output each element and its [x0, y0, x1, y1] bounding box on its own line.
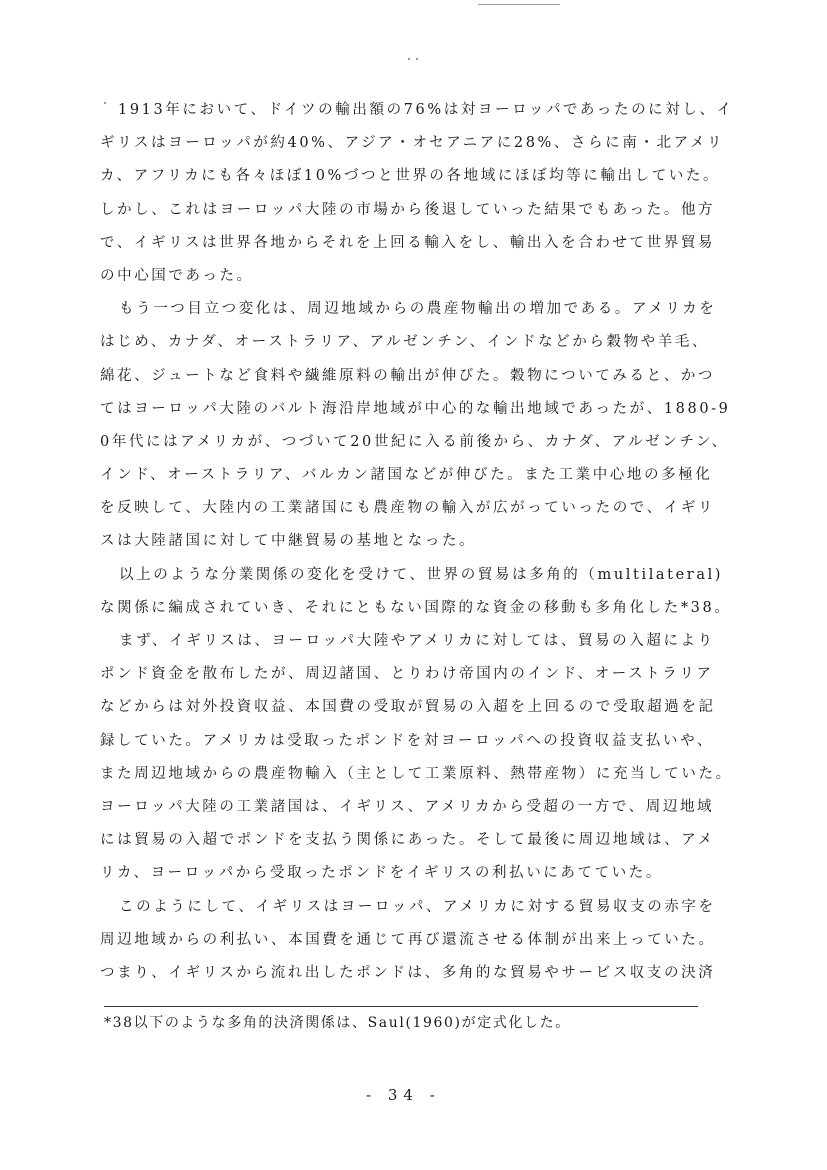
body-line: 以上のような分業関係の変化を受けて、世界の貿易は多角的（multilateral): [119, 566, 724, 583]
body-line: 録していた。アメリカは受取ったポンドを対ヨーロッパへの投資収益支払いや、: [100, 732, 715, 749]
body-line: 0年代にはアメリカが、つづいて20世紀に入る前後から、カナダ、アルゼンチン、: [100, 433, 729, 450]
body-line: ポンド資金を散布したが、周辺諸国、とりわけ帝国内のインド、オーストラリア: [100, 666, 714, 683]
body-line: ヨーロッパ大陸の工業諸国は、イギリス、アメリカから受超の一方で、周辺地域: [100, 798, 715, 815]
body-line: このようにして、イギリスはヨーロッパ、アメリカに対する貿易収支の赤字を: [119, 898, 716, 915]
footnote: *38以下のような多角的決済関係は、Saul(1960)が定式化した。: [104, 1015, 571, 1031]
body-line: まず、イギリスは、ヨーロッパ大陸やアメリカに対しては、貿易の入超により: [119, 633, 715, 649]
body-line: スは大陸諸国に対して中継貿易の基地となった。: [100, 533, 477, 550]
body-line: つまり、イギリスから流れ出したポンドは、多角的な貿易やサービス収支の決済: [100, 964, 716, 981]
body-line: には貿易の入超でポンドを支払う関係にあった。そして最後に周辺地域は、アメ: [100, 832, 715, 849]
body-line: カ、アフリカにも各々ほぼ10%づつと世界の各地域にほぼ均等に輸出していた。: [100, 168, 721, 185]
body-line: などからは対外投資収益、本国費の受取が貿易の入超を上回るので受取超過を記: [100, 699, 716, 716]
scan-artifact-dot: [408, 58, 410, 60]
body-line: な関係に編成されていき、それにともない国際的な資金の移動も多角化した*38。: [100, 599, 732, 616]
page-number: - 34 -: [366, 1086, 441, 1104]
body-line: 1913年において、ドイツの輸出額の76%は対ヨーロッパであったのに対し、イ: [118, 102, 734, 118]
body-line: で、イギリスは世界各地からそれを上回る輸入をし、輸出入を合わせて世界貿易: [100, 234, 716, 251]
body-line: リカ、ヨーロッパから受取ったポンドをイギリスの利払いにあてていた。: [100, 865, 663, 882]
footnote-divider: [104, 1006, 698, 1007]
body-line: 綿花、ジュートなど食料や繊維原料の輸出が伸びた。穀物についてみると、かつ: [100, 367, 716, 384]
body-text: [100, 94, 734, 990]
scan-artifact-top: [478, 4, 560, 5]
body-line: インド、オーストラリア、バルカン諸国などが伸びた。また工業中心地の多極化: [100, 467, 713, 484]
body-line: ギリスはヨーロッパが約40%、アジア・オセアニアに28%、さらに南・北アメリ: [100, 135, 725, 152]
body-line: もう一つ目立つ変化は、周辺地域からの農産物輸出の増加である。アメリカを: [119, 301, 717, 318]
body-line: また周辺地域からの農産物輸入（主として工業原料、熱帯産物）に充当していた。: [100, 765, 733, 782]
scan-artifact-dot: [416, 58, 418, 60]
body-line: しかし、これはヨーロッパ大陸の市場から後退していった結果でもあった。他方: [100, 201, 716, 218]
body-line: てはヨーロッパ大陸のバルト海沿岸地域が中心的な輸出地域であったが、1880-9: [100, 400, 731, 417]
body-line: はじめ、カナダ、オーストラリア、アルゼンチン、インドなどから穀物や羊毛、: [100, 334, 710, 351]
body-line: 周辺地域からの利払い、本国費を通じて再び還流させる体制が出来上っていた。: [100, 931, 716, 948]
body-line: を反映して、大陸内の工業諸国にも農産物の輸入が広がっていったので、イギリ: [100, 500, 716, 517]
body-line: の中心国であった。: [100, 267, 254, 284]
